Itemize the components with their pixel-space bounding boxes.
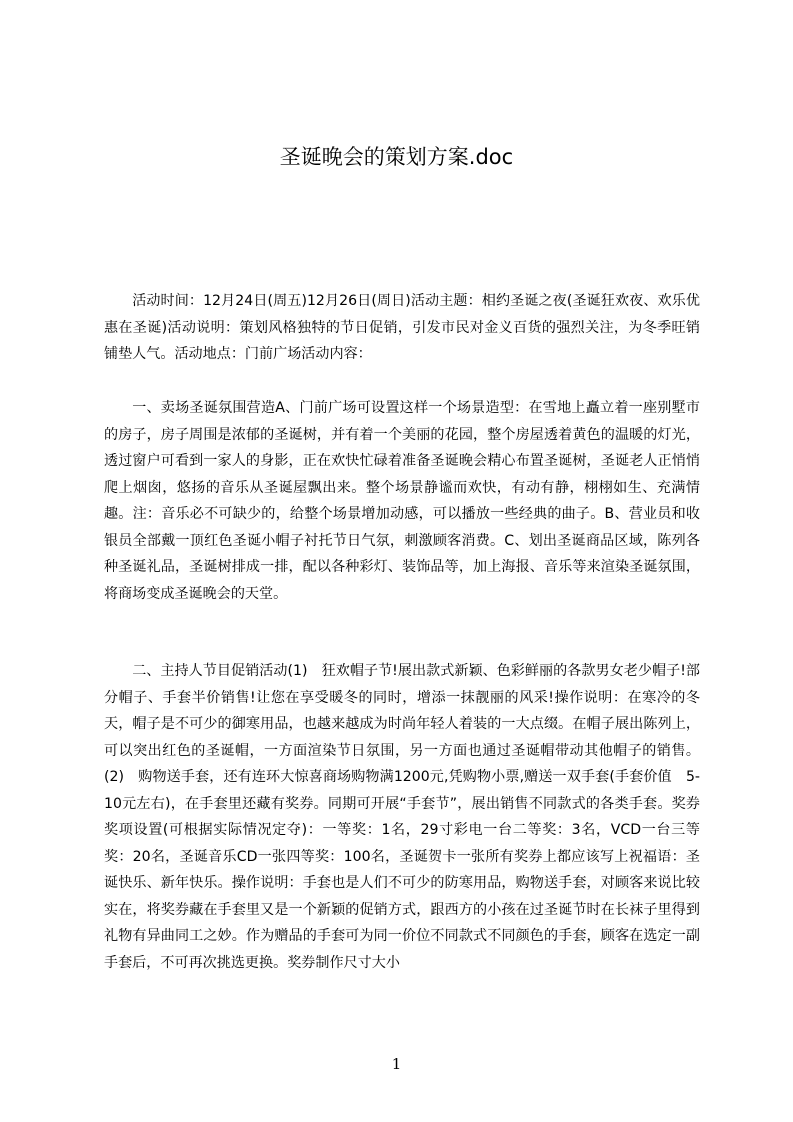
page-number: 1	[391, 1055, 402, 1073]
paragraph-activity-info: 活动时间：12月24日(周五)12月26日(周日)活动主题：相约圣诞之夜(圣诞狂欢夜、欢乐优惠在圣诞)活动说明：策划风格独特的节日促销，引发市民对金义百货的强烈关注，为冬季旺销铺垫人气。活动地点：门前广场活动内容：	[104, 293, 700, 362]
paragraph-host-promotion: 二、主持人节目促销活动(1) 狂欢帽子节!展出款式新颖、色彩鲜丽的各款男女老少帽子!部分帽子、手套半价销售!让您在享受暖冬的同时，增添一抹靓丽的风采!操作说明：在寒冷的冬天，帽子是不可少的御寒用品，也越来越成为时尚年轻人着装的一大点缀。在帽子展出陈列上，可以突出红色的圣诞帽，一方面渲染节日氛围，另一方面也通过圣诞帽带动其他帽子的销售。(2) 购物送手套，还有连环大惊喜商场购物满1200元,凭购物小票,赠送一双手套(手套价值 5-10元左右)，在手套里还藏有奖券。同期可开展“手套节”，展出销售不同款式的各类手套。奖券奖项设置(可根据实际情况定夺)：一等奖：1名，29寸彩电一台二等奖：3名，VCD一台三等奖：20名，圣诞音乐CD一张四等奖：100名，圣诞贺卡一张所有奖券上都应该写上祝福语：圣诞快乐、新年快乐。操作说明：手套也是人们不可少的防寒用品，购物送手套，对顾客来说比较实在，将奖券藏在手套里又是一个新颖的促销方式，跟西方的小孩在过圣诞节时在长袜子里得到礼物有异曲同工之妙。作为赠品的手套可为同一价位不同款式不同颜色的手套，顾客在选定一副手套后，不可再次挑选更换。奖券制作尺寸大小	[104, 663, 700, 971]
paragraph-store-atmosphere: 一、卖场圣诞氛围营造A、门前广场可设置这样一个场景造型：在雪地上矗立着一座别墅市的房子，房子周围是浓郁的圣诞树，并有着一个美丽的花园，整个房屋透着黄色的温暖的灯光，透过窗户可看到一家人的身影，正在欢快忙碌着准备圣诞晚会精心布置圣诞树，圣诞老人正悄悄爬上烟囱，悠扬的音乐从圣诞屋飘出来。整个场景静谧而欢快，有动有静，栩栩如生、充满情趣。注：音乐必不可缺少的，给整个场景增加动感，可以播放一些经典的曲子。B、营业员和收银员全部戴一顶红色圣诞小帽子衬托节日气氛，刺激顾客消费。C、划出圣诞商品区域，陈列各种圣诞礼品，圣诞树排成一排，配以各种彩灯、装饰品等，加上海报、音乐等来渲染圣诞氛围，将商场变成圣诞晚会的天堂。	[104, 400, 700, 602]
document-title: 圣诞晚会的策划方案.doc	[279, 145, 514, 169]
